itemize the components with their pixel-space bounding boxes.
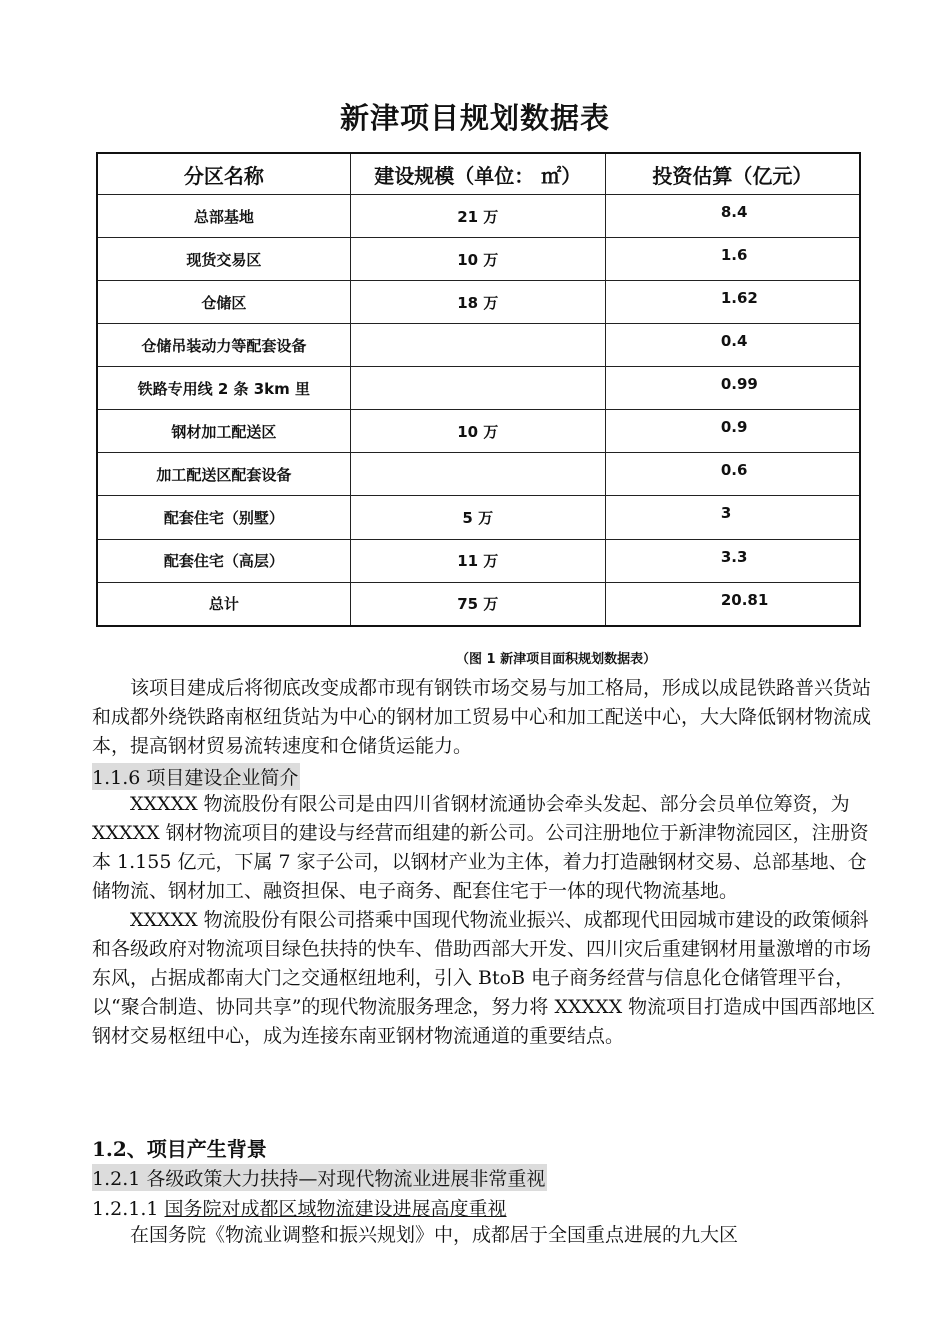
plan-data-table	[96, 152, 861, 627]
scale-cell: 10 万	[350, 238, 605, 281]
investment-cell: 0.4	[605, 324, 860, 367]
intro-paragraph-block	[92, 674, 882, 761]
table-title: 新津项目规划数据表	[339, 101, 610, 135]
table-row	[97, 281, 860, 324]
investment-cell: 0.9	[605, 410, 860, 453]
scale-cell: 18 万	[350, 281, 605, 324]
paragraph-company-intro: XXXXX 物流股份有限公司是由四川省钢材流通协会牵头发起、部分会员单位筹资，为 XXXXX 钢材物流项目的建设与经营而组建的新公司。公司注册地位于新津物流园区，注册资本 1.155 亿元，下属 7 家子公司，以钢材产业为主体，着力打造融钢材交易、总部基地、仓储物流、钢材加工、融资担保、电子商务、配套住宅于一体的现代物流基地。	[92, 793, 869, 902]
table-row	[97, 324, 860, 367]
table-header-row	[97, 153, 860, 195]
investment-cell: 3	[605, 496, 860, 539]
investment-cell: 8.4	[605, 195, 860, 238]
zone-name-cell: 总部基地	[97, 195, 350, 238]
header-zone-name: 分区名称	[97, 153, 350, 195]
zone-name-cell: 总计	[97, 582, 350, 626]
heading-1-1-6-text: 1.1.6 项目建设企业简介	[92, 763, 300, 790]
heading-1-2-1	[92, 1164, 547, 1191]
table-row	[97, 539, 860, 582]
zone-name-cell: 配套住宅（高层）	[97, 539, 350, 582]
investment-cell: 1.62	[605, 281, 860, 324]
scale-cell: 75 万	[350, 582, 605, 626]
table-row	[97, 453, 860, 496]
heading-1-2-1-1	[92, 1194, 507, 1221]
heading-1-1-6	[92, 763, 300, 790]
table-caption: （图 1 新津项目面积规划数据表）	[456, 652, 657, 667]
table-row	[97, 410, 860, 453]
zone-name-cell: 钢材加工配送区	[97, 410, 350, 453]
table-row	[97, 496, 860, 539]
paragraph-company-strategy: XXXXX 物流股份有限公司搭乘中国现代物流业振兴、成都现代田园城市建设的政策倾斜和各级政府对物流项目绿色扶持的快车、借助西部大开发、四川灾后重建钢材用量激增的市场东风，占据成都南大门之交通枢纽地利，引入 BtoB 电子商务经营与信息化仓储管理平台，以“聚合制造、协同共享”的现代物流服务理念，努力将 XXXXX 物流项目打造成中国西部地区钢材交易枢纽中心，成为连接东南亚钢材物流通道的重要结点。	[92, 909, 876, 1047]
table-row	[97, 367, 860, 410]
zone-name-cell: 加工配送区配套设备	[97, 453, 350, 496]
paragraph-project-impact: 该项目建成后将彻底改变成都市现有钢铁市场交易与加工格局，形成以成昆铁路普兴货站和成都外绕铁路南枢纽货站为中心的钢材加工贸易中心和加工配送中心，大大降低钢材物流成本，提高钢材贸易流转速度和仓储货运能力。	[92, 677, 872, 757]
scale-cell: 10 万	[350, 410, 605, 453]
zone-name-cell: 现货交易区	[97, 238, 350, 281]
table-row	[97, 582, 860, 626]
investment-cell: 0.6	[605, 453, 860, 496]
zone-name-cell: 铁路专用线 2 条 3km 里	[97, 367, 350, 410]
company-paragraph-block	[92, 790, 882, 1051]
zone-name-cell: 仓储区	[97, 281, 350, 324]
scale-cell: 11 万	[350, 539, 605, 582]
investment-cell: 1.6	[605, 238, 860, 281]
zone-name-cell: 配套住宅（别墅）	[97, 496, 350, 539]
heading-1-2-1-text: 1.2.1 各级政策大力扶持—对现代物流业进展非常重视	[92, 1164, 547, 1191]
table-row	[97, 195, 860, 238]
scale-cell	[350, 324, 605, 367]
scale-cell: 5 万	[350, 496, 605, 539]
heading-1-2: 1.2、项目产生背景	[92, 1137, 267, 1161]
table-row	[97, 238, 860, 281]
paragraph-policy: 在国务院《物流业调整和振兴规划》中，成都居于全国重点进展的九大区	[130, 1224, 739, 1246]
heading-1-2-1-1-text: 国务院对成都区域物流建设进展高度重视	[164, 1198, 507, 1220]
scale-cell	[350, 367, 605, 410]
header-investment: 投资估算（亿元）	[605, 153, 860, 195]
heading-1-2-1-1-number: 1.2.1.1	[92, 1198, 165, 1220]
scale-cell	[350, 453, 605, 496]
zone-name-cell: 仓储吊装动力等配套设备	[97, 324, 350, 367]
scale-cell: 21 万	[350, 195, 605, 238]
header-scale: 建设规模（单位： ㎡）	[350, 153, 605, 195]
investment-cell: 20.81	[605, 582, 860, 626]
policy-paragraph-block	[92, 1221, 882, 1250]
investment-cell: 0.99	[605, 367, 860, 410]
investment-cell: 3.3	[605, 539, 860, 582]
